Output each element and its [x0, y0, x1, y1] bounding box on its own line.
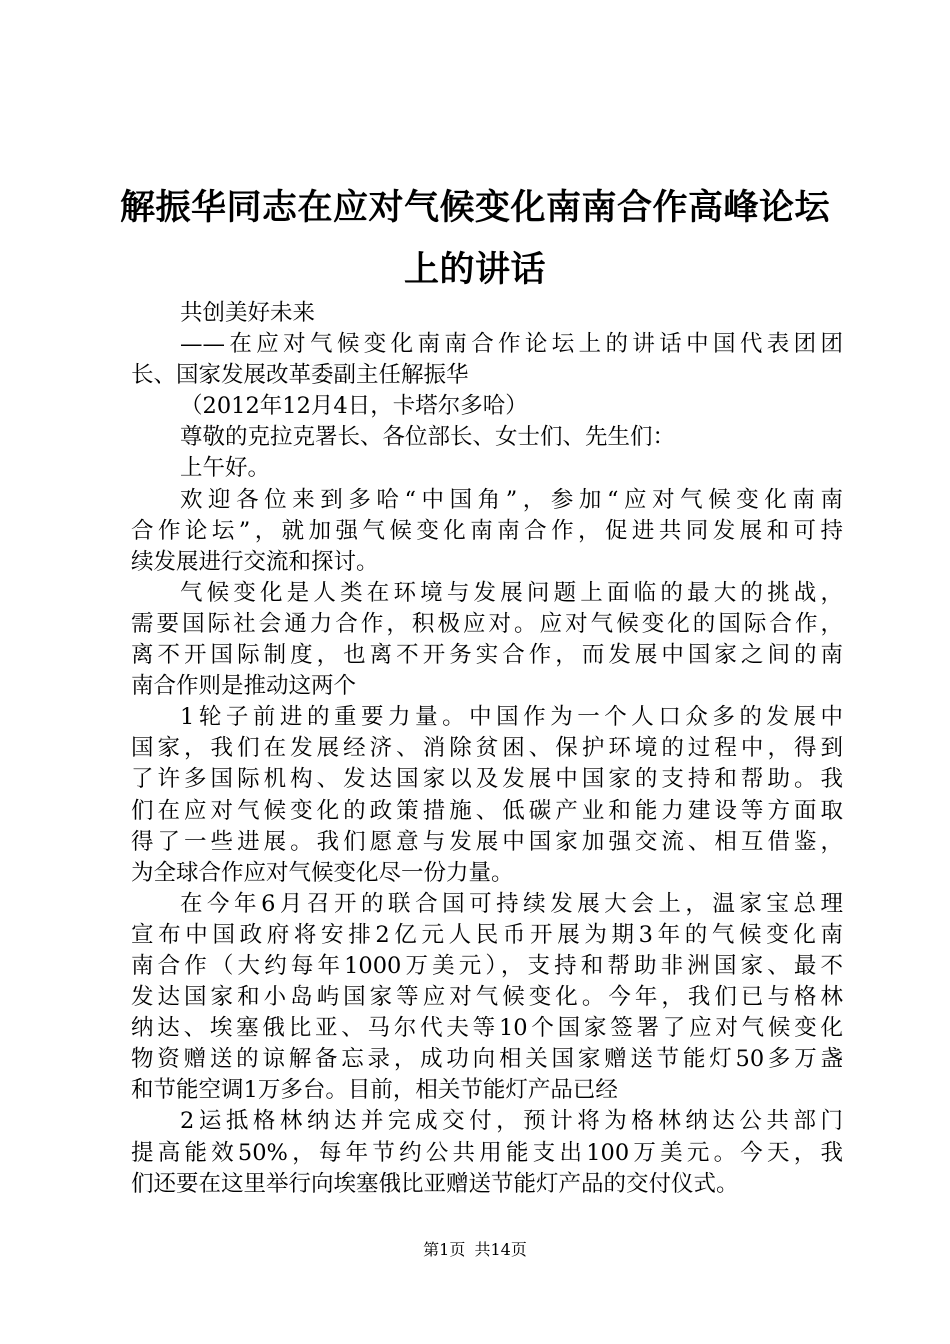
text-line: 离不开国际制度，也离不开务实合作，而发展中国家之间的南: [131, 642, 843, 669]
text-line: 共创美好未来: [180, 300, 316, 326]
text-line: 和节能空调1万多台。目前，相关节能灯产品已经: [131, 1077, 618, 1104]
text-line: 纳达、埃塞俄比亚、马尔代夫等10个国家签署了应对气候变化: [131, 1015, 843, 1042]
page-footer: [0, 1240, 950, 1260]
page-total: 共14页: [474, 1240, 527, 1259]
text-line: 气候变化是人类在环境与发展问题上面临的最大的挑战，: [180, 579, 843, 606]
text-line: 南合作（大约每年1000万美元），支持和帮助非洲国家、最不: [131, 952, 843, 979]
text-line: 提高能效50%，每年节约公共用能支出100万美元。今天，我: [131, 1139, 843, 1166]
text-line: 合作论坛”，就加强气候变化南南合作，促进共同发展和可持: [131, 517, 843, 544]
text-line: 们在应对气候变化的政策措施、低碳产业和能力建设等方面取: [131, 797, 843, 824]
text-line: 长、国家发展改革委副主任解振华: [131, 362, 469, 389]
text-line: 2运抵格林纳达并完成交付，预计将为格林纳达公共部门: [180, 1108, 843, 1135]
page-number: 第1页: [423, 1240, 466, 1259]
text-line: 发达国家和小岛屿国家等应对气候变化。今年，我们已与格林: [131, 984, 843, 1011]
text-line: 续发展进行交流和探讨。: [131, 548, 379, 575]
text-line: 尊敬的克拉克署长、各位部长、女士们、先生们：: [180, 424, 676, 451]
text-line: 上午好。: [180, 455, 271, 482]
text-line: 南合作则是推动这两个: [131, 673, 357, 700]
text-line: 了许多国际机构、发达国家以及发展中国家的支持和帮助。我: [131, 766, 843, 793]
text-line: 1轮子前进的重要力量。中国作为一个人口众多的发展中: [180, 704, 843, 731]
text-line: 物资赠送的谅解备忘录，成功向相关国家赠送节能灯50多万盏: [131, 1046, 843, 1073]
text-line: ——在应对气候变化南南合作论坛上的讲话中国代表团团: [180, 331, 843, 358]
text-line: 为全球合作应对气候变化尽一份力量。: [131, 859, 514, 886]
text-line: （2012年12月4日，卡塔尔多哈）: [180, 393, 528, 420]
document-title-line-2: 上的讲话: [403, 249, 546, 290]
text-line: 得了一些进展。我们愿意与发展中国家加强交流、相互借鉴，: [131, 828, 843, 855]
text-line: 欢迎各位来到多哈“中国角”，参加“应对气候变化南南: [180, 486, 843, 513]
document-body: [131, 298, 843, 1200]
text-line: 需要国际社会通力合作，积极应对。应对气候变化的国际合作，: [131, 610, 843, 637]
text-line: 国家，我们在发展经济、消除贫困、保护环境的过程中，得到: [131, 735, 843, 762]
text-line: 宣布中国政府将安排2亿元人民币开展为期3年的气候变化南: [131, 921, 843, 948]
text-line: 们还要在这里举行向埃塞俄比亚赠送节能灯产品的交付仪式。: [131, 1170, 739, 1197]
text-line: 在今年6月召开的联合国可持续发展大会上，温家宝总理: [180, 890, 843, 917]
document-title-line-1: 解振华同志在应对气候变化南南合作高峰论坛: [119, 187, 830, 228]
